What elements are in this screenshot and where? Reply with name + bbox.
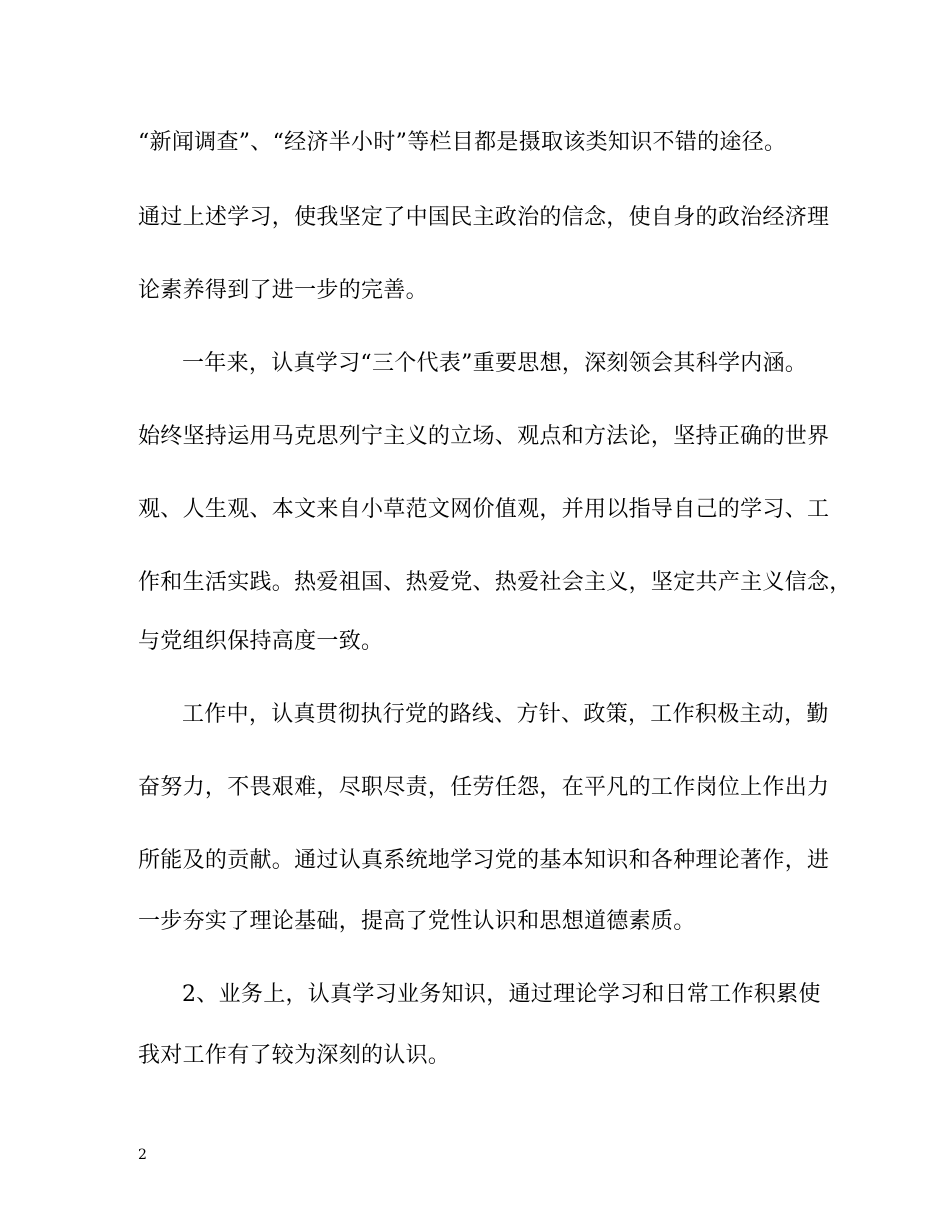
text-line: 所能及的贡献。通过认真系统地学习党的基本知识和各种理论著作，进 <box>138 848 830 873</box>
text-line: 一步夯实了理论基础，提高了党性认识和思想道德素质。 <box>138 909 696 934</box>
paragraph-first-line: 工作中，认真贯彻执行党的路线、方针、政策，工作积极主动，勤 <box>182 702 829 727</box>
text-line: 奋努力，不畏艰难，尽职尽责，任劳任怨，在平凡的工作岗位上作出力 <box>138 775 830 800</box>
paragraph-first-line: 一年来，认真学习“三个代表”重要思想，深刻领会其科学内涵。 <box>182 351 808 376</box>
paragraph-first-line: 2、业务上，认真学习业务知识，通过理论学习和日常工作积累使 <box>182 982 821 1007</box>
text-line: “新闻调查”、“经济半小时”等栏目都是摄取该类知识不错的途径。 <box>138 130 787 155</box>
text-line: 通过上述学习，使我坚定了中国民主政治的信念，使自身的政治经济理 <box>138 205 830 230</box>
page-number: 2 <box>138 1147 147 1163</box>
text-line: 我对工作有了较为深刻的认识。 <box>138 1043 451 1068</box>
text-line: 作和生活实践。热爱祖国、热爱党、热爱社会主义，坚定共产主义信念， <box>138 570 852 595</box>
text-line: 始终坚持运用马克思列宁主义的立场、观点和方法论，坚持正确的世界 <box>138 424 830 449</box>
text-line: 观、人生观、本文来自小草范文网价值观，并用以指导自己的学习、工 <box>138 497 830 522</box>
text-line: 论素养得到了进一步的完善。 <box>138 278 428 303</box>
text-line: 与党组织保持高度一致。 <box>138 629 384 654</box>
